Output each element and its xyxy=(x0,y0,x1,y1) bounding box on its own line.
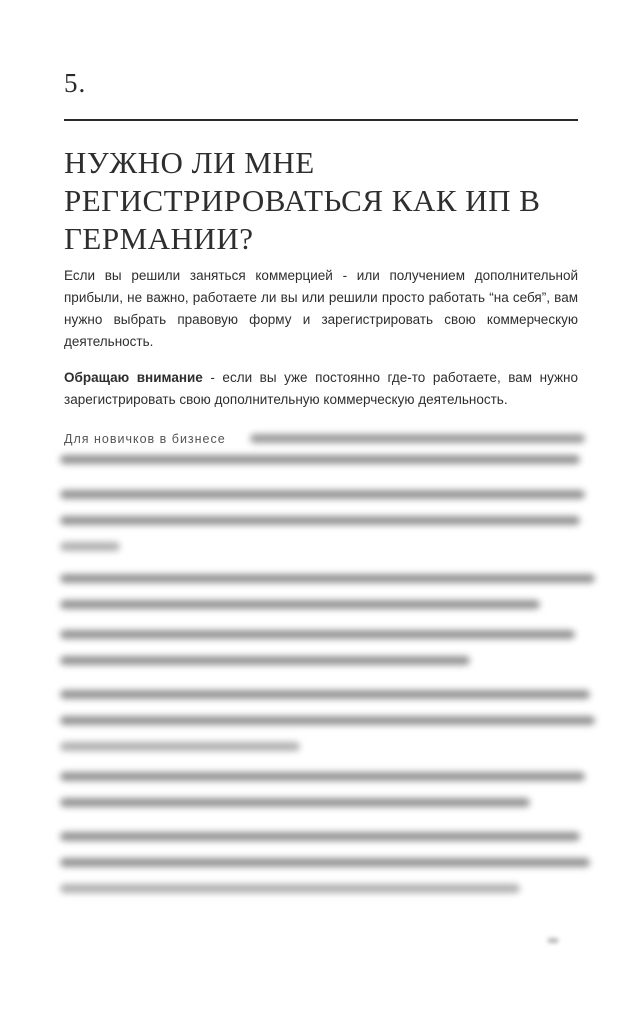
heading-line-3: ГЕРМАНИИ? xyxy=(64,221,254,256)
page-mark xyxy=(548,938,558,943)
blurred-paragraph-3 xyxy=(60,455,600,481)
blurred-text-segment xyxy=(250,434,585,443)
blurred-line xyxy=(60,656,470,665)
blurred-line xyxy=(60,742,300,751)
page-heading xyxy=(64,144,584,258)
section-number: 5. xyxy=(64,68,87,98)
notice-label: Обращаю внимание xyxy=(64,370,203,385)
blurred-paragraph-8 xyxy=(60,772,600,824)
blurred-paragraph-7 xyxy=(60,690,600,768)
blurred-line xyxy=(60,490,585,499)
blurred-line xyxy=(60,630,575,639)
blurred-line xyxy=(60,690,590,699)
blurred-line xyxy=(60,716,595,725)
paragraph-intro: Если вы решили заняться коммерцией - или получением дополнительной прибыли, не важно, работаете ли вы или решили просто работать “на себя”, вам нужно выбрать правовую форму и зарегистрировать свою коммерческую деятельность. xyxy=(64,268,578,349)
blurred-paragraph-9 xyxy=(60,832,600,910)
blurred-paragraph-4 xyxy=(60,490,600,568)
paragraph-notice xyxy=(64,367,578,411)
blurred-line xyxy=(60,455,580,464)
heading-line-1: НУЖНО ЛИ МНЕ xyxy=(64,145,315,180)
blurred-paragraph-6 xyxy=(60,630,600,682)
beginners-visible-text: Для новичков в бизнесе xyxy=(64,432,226,446)
notice-text: - если вы уже постоянно где-то работаете, вам нужно зарегистрировать свою дополнительную коммерческую деятельность. xyxy=(64,370,578,407)
blurred-paragraph-5 xyxy=(60,574,600,626)
blurred-line xyxy=(60,832,580,841)
blurred-line xyxy=(60,858,590,867)
heading-divider xyxy=(64,119,578,121)
blurred-line xyxy=(60,542,120,551)
heading-line-2: РЕГИСТРИРОВАТЬСЯ КАК ИП В xyxy=(64,183,541,218)
blurred-line xyxy=(60,600,540,609)
blurred-line xyxy=(60,516,580,525)
blurred-line xyxy=(60,884,520,893)
blurred-line xyxy=(60,574,595,583)
blurred-line xyxy=(60,798,530,807)
blurred-line xyxy=(60,772,585,781)
